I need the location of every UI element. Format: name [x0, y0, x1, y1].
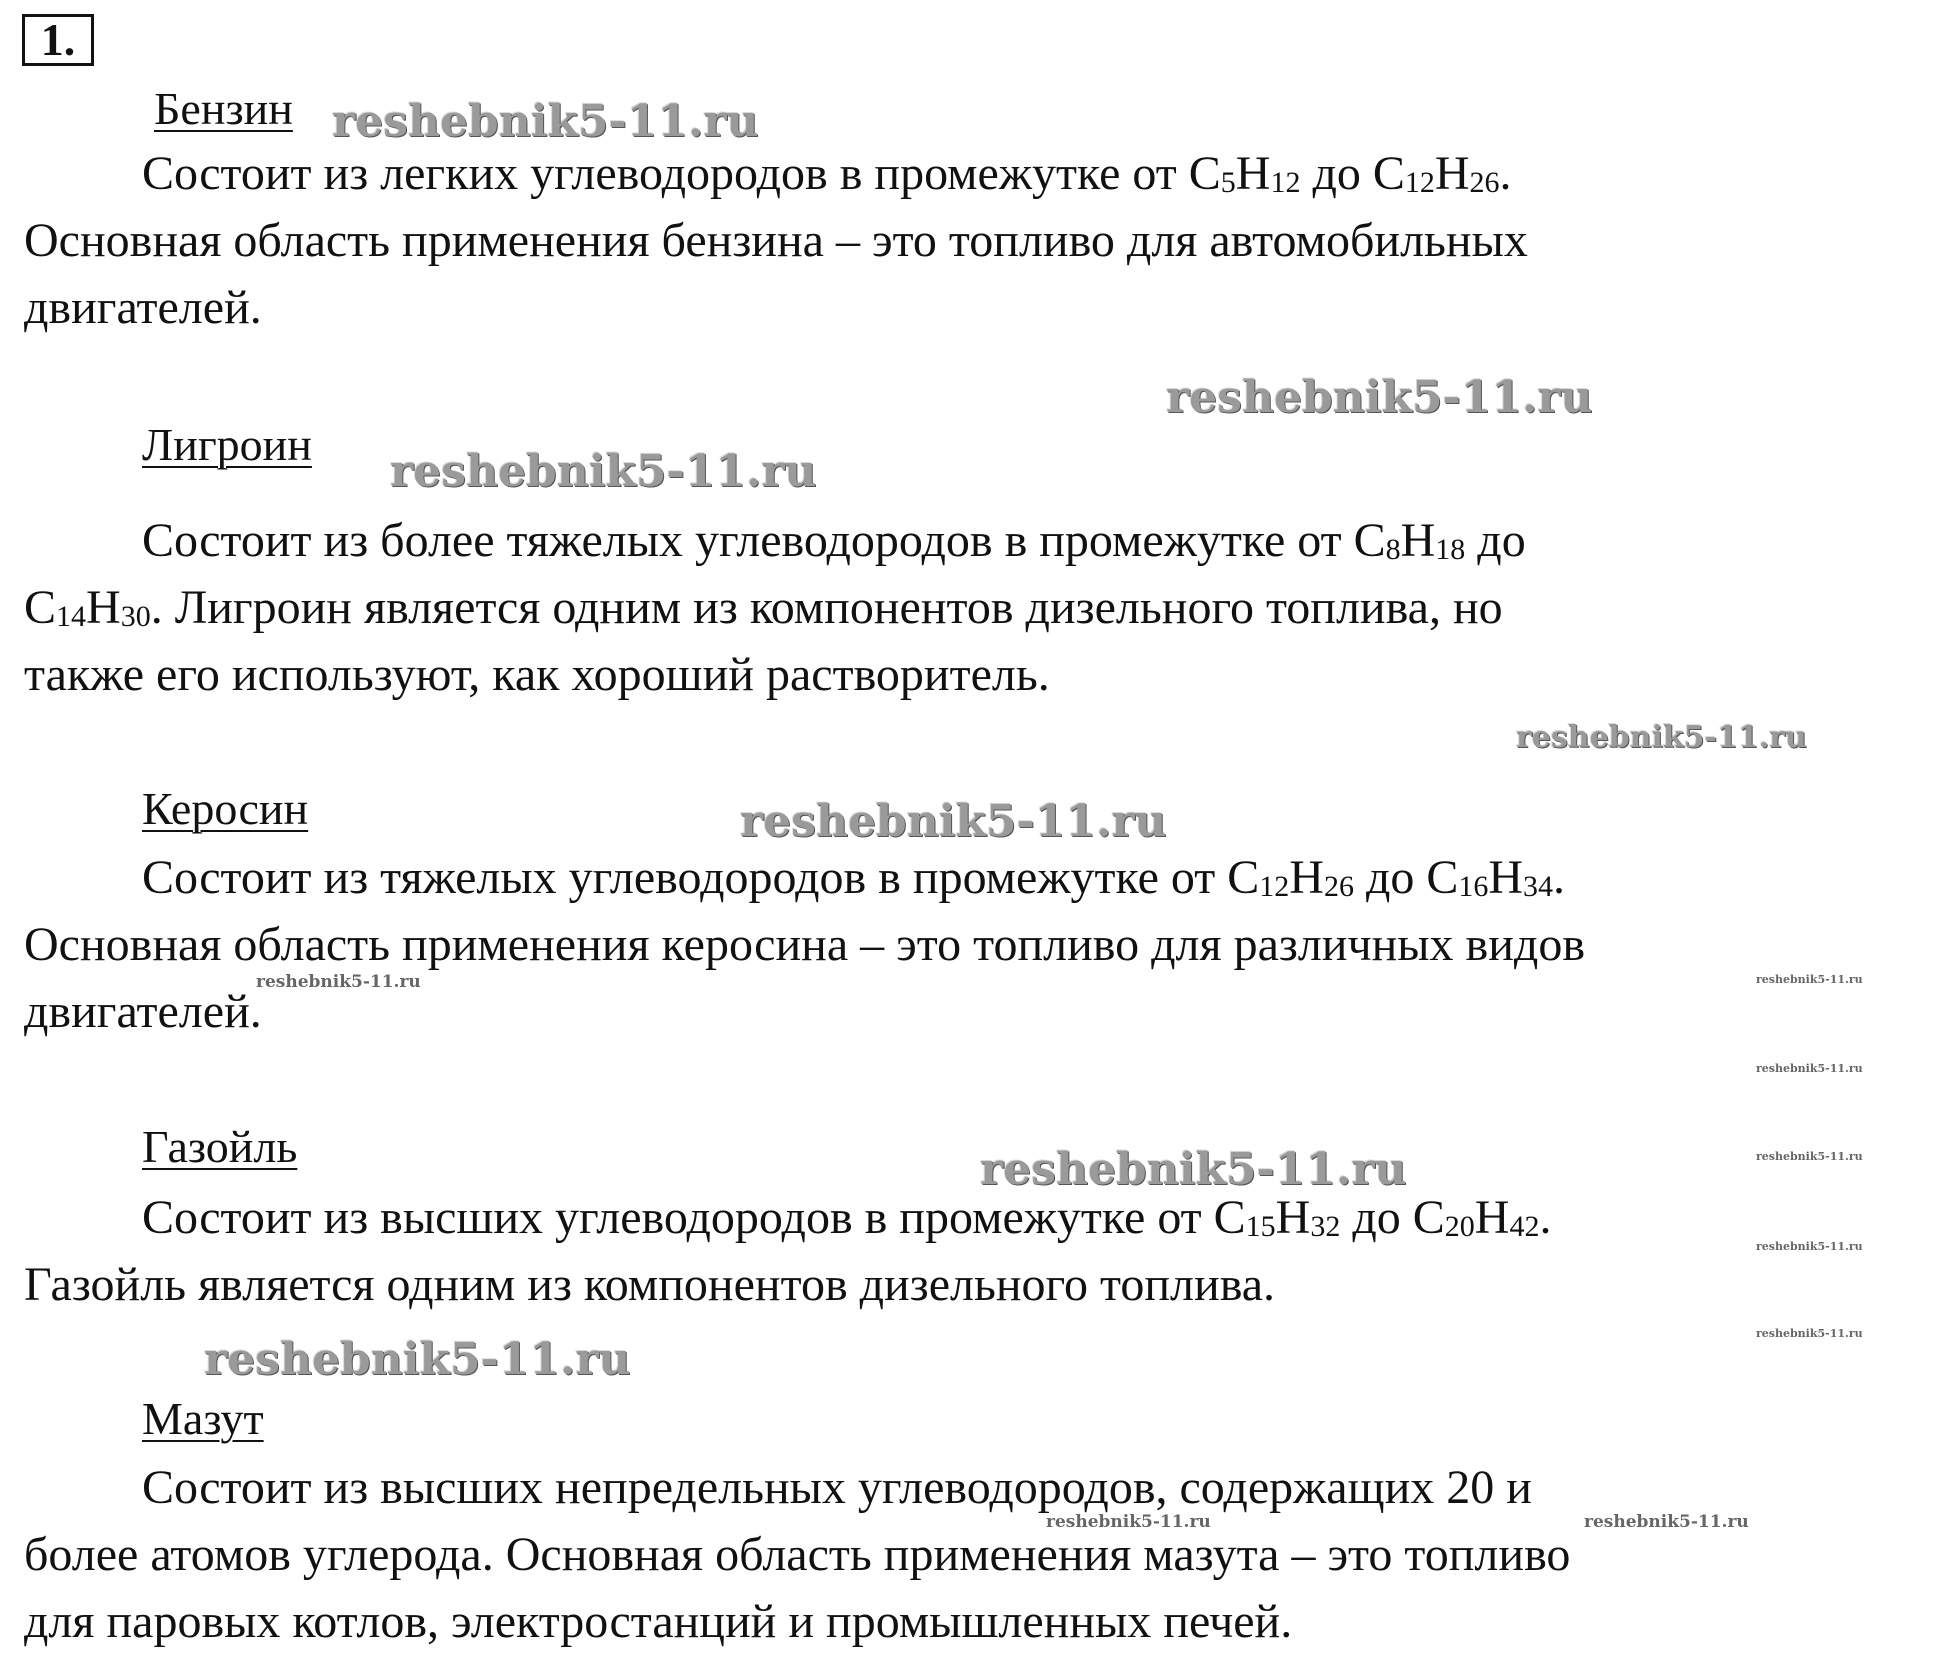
subscript: 5	[1220, 166, 1236, 199]
watermark: reshebnik5-11.ru	[1166, 372, 1593, 423]
text-line: более атомов углерода. Основная область применения мазута – это топливо	[24, 1528, 1571, 1581]
text-line: Основная область применения бензина – это топливо для автомобильных	[24, 214, 1528, 267]
text-line: Состоит из высших непредельных углеводородов, содержащих 20 и	[142, 1461, 1532, 1514]
watermark: reshebnik5-11.ru	[1756, 1062, 1863, 1075]
subscript: 12	[1259, 870, 1290, 903]
text-line: Состоит из высших углеводородов в промежутке от $C_{15}H_{32}$ до $C_{20}H_{42}$.	[142, 1191, 1552, 1244]
section-text-benzin	[24, 140, 1944, 341]
text-line: также его используют, как хороший растворитель.	[24, 648, 1050, 701]
task-number-box: 1.	[22, 14, 94, 66]
subscript: 18	[1435, 533, 1466, 566]
watermark: reshebnik5-11.ru	[1756, 1240, 1863, 1253]
watermark: reshebnik5-11.ru	[332, 96, 759, 147]
text-line: двигателей.	[24, 281, 262, 334]
subscript: 42	[1509, 1210, 1540, 1243]
text-line: для паровых котлов, электростанций и промышленных печей.	[24, 1595, 1293, 1648]
section-text-mazut	[24, 1454, 1944, 1655]
subscript: 12	[1270, 166, 1301, 199]
text-line: $C_{14}H_{30}$. Лигроин является одним из компонентов дизельного топлива, но	[24, 581, 1503, 634]
watermark: reshebnik5-11.ru	[1756, 973, 1863, 986]
subscript: 26	[1469, 166, 1500, 199]
section-title-gazoil: Газойль	[142, 1121, 298, 1172]
subscript: 16	[1458, 870, 1489, 903]
subscript: 20	[1444, 1210, 1475, 1243]
section-text-kerosin	[24, 844, 1944, 1045]
watermark: reshebnik5-11.ru	[1046, 1512, 1211, 1532]
subscript: 30	[120, 600, 151, 633]
text-line: Состоит из более тяжелых углеводородов в промежутке от $C_8H_{18}$ до	[142, 514, 1526, 567]
text-line: Состоит из тяжелых углеводородов в промежутке от $C_{12}H_{26}$ до $C_{16}H_{34}$.	[142, 851, 1566, 904]
section-title-ligroin: Лигроин	[142, 419, 312, 470]
watermark: reshebnik5-11.ru	[1756, 1327, 1863, 1340]
text-line: Состоит из легких углеводородов в промежутке от $C_5H_{12}$ до $C_{12}H_{26}$.	[142, 147, 1512, 200]
watermark: reshebnik5-11.ru	[1756, 1150, 1863, 1163]
subscript: 8	[1385, 533, 1401, 566]
section-title-mazut: Мазут	[142, 1393, 264, 1444]
section-title-benzin: Бензин	[154, 83, 293, 134]
subscript: 14	[56, 600, 87, 633]
text-line: двигателей.	[24, 985, 262, 1038]
watermark: reshebnik5-11.ru	[1584, 1512, 1749, 1532]
watermark: reshebnik5-11.ru	[980, 1144, 1407, 1195]
subscript: 15	[1245, 1210, 1276, 1243]
section-title-kerosin: Керосин	[142, 783, 309, 834]
subscript: 32	[1310, 1210, 1341, 1243]
watermark: reshebnik5-11.ru	[1516, 720, 1807, 755]
watermark: reshebnik5-11.ru	[204, 1334, 631, 1385]
subscript: 12	[1404, 166, 1435, 199]
watermark: reshebnik5-11.ru	[740, 796, 1167, 847]
subscript: 26	[1323, 870, 1354, 903]
text-line: Основная область применения керосина – это топливо для различных видов	[24, 918, 1585, 971]
watermark: reshebnik5-11.ru	[390, 446, 817, 497]
watermark: reshebnik5-11.ru	[256, 972, 421, 992]
subscript: 34	[1523, 870, 1554, 903]
text-line: Газойль является одним из компонентов дизельного топлива.	[24, 1258, 1276, 1311]
section-text-gazoil	[24, 1184, 1944, 1318]
section-text-ligroin	[24, 507, 1944, 708]
